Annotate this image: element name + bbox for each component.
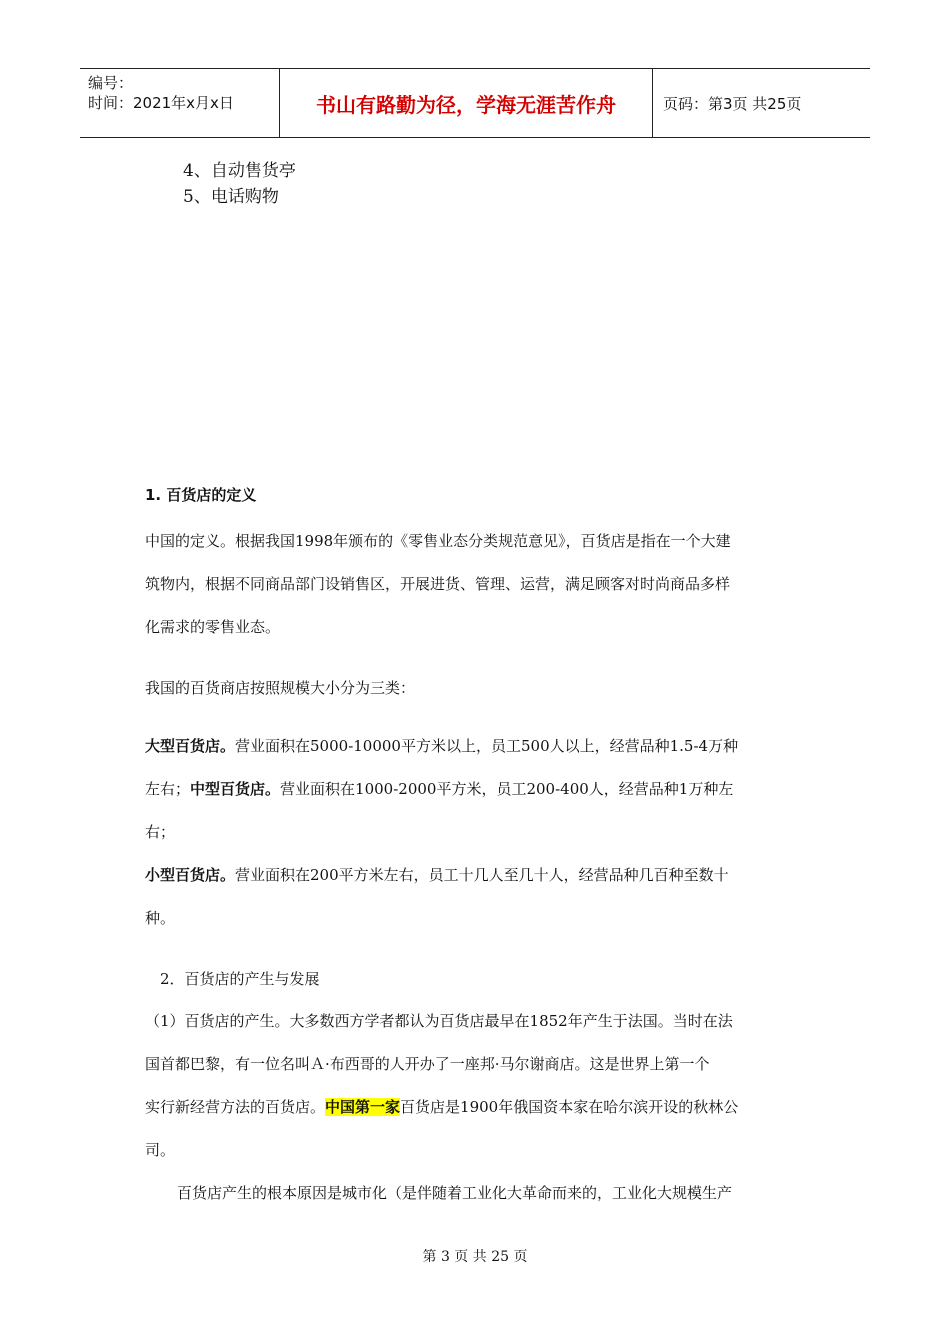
section1-para1 [145,520,810,649]
small-store-text: 营业面积在200平方米左右，员工十几人至几十人，经营品种几百种至数十 [235,866,729,884]
large-store-text-cont: 左右； [145,780,191,798]
section2-heading [160,958,825,1001]
header-meta [80,69,280,137]
highlighted-text: 中国第一家 [325,1098,401,1116]
paragraph-line: 我国的百货商店按照规模大小分为三类： [145,679,416,697]
retail-type-list [183,158,296,210]
small-store-label: 小型百货店。 [145,866,236,884]
medium-store-line-cont: 右； [145,823,176,841]
medium-store-text: 营业面积在1000-2000平方米，员工200-400人，经营品种1万种左 [280,780,734,798]
paragraph-line: 国首都巴黎，有一位名叫Ａ·布西哥的人开办了一座邦·马尔谢商店。这是世界上第一个 [145,1055,710,1073]
section1-heading: 1. 百货店的定义 [145,486,257,504]
store-size-categories [145,725,810,940]
paragraph-line: 中国的定义。根据我国1998年颁布的《零售业态分类规范意见》，百货店是指在一个大建 [145,532,731,550]
paragraph-line [145,1086,810,1129]
large-store-line [145,725,810,768]
paragraph-line: 筑物内，根据不同商品部门设销售区，开展进货、管理、运营，满足顾客对时尚商品多样 [145,575,731,593]
paragraph-line: （1）百货店的产生。大多数西方学者都认为百货店最早在1852年产生于法国。当时在法 [145,1012,733,1030]
medium-store-line [145,768,810,811]
number-label: 编号： [88,74,134,92]
line3-start: 实行新经营方法的百货店。 [145,1098,326,1116]
page-footer: 第 3 页 共 25 页 [422,1249,528,1265]
page-header [80,68,870,138]
small-store-line [145,854,810,897]
list-item: 5、电话购物 [183,187,279,207]
section2-body [145,1000,810,1215]
section1-para2 [145,667,810,710]
header-page-info: 页码：第3页 共25页 [663,94,802,113]
section2-heading-text: 2．百货店的产生与发展 [160,970,320,988]
paragraph-line: 司。 [145,1141,176,1159]
medium-store-label: 中型百货店。 [190,780,281,798]
list-item: 4、自动售货亭 [183,161,296,181]
large-store-text: 营业面积在5000-10000平方米以上，员工500人以上，经营品种1.5-4万种 [235,737,739,755]
paragraph-line: 百货店产生的根本原因是城市化（是伴随着工业化大革命而来的，工业化大规模生产 [177,1184,733,1202]
paragraph-line: 化需求的零售业态。 [145,618,281,636]
large-store-label: 大型百货店。 [145,737,236,755]
line3-end: 百货店是1900年俄国资本家在哈尔滨开设的秋林公 [400,1098,739,1116]
small-store-line-cont: 种。 [145,909,176,927]
header-motto: 书山有路勤为径，学海无涯苦作舟 [280,69,653,137]
time-label: 时间：2021年x月x日 [88,94,234,112]
